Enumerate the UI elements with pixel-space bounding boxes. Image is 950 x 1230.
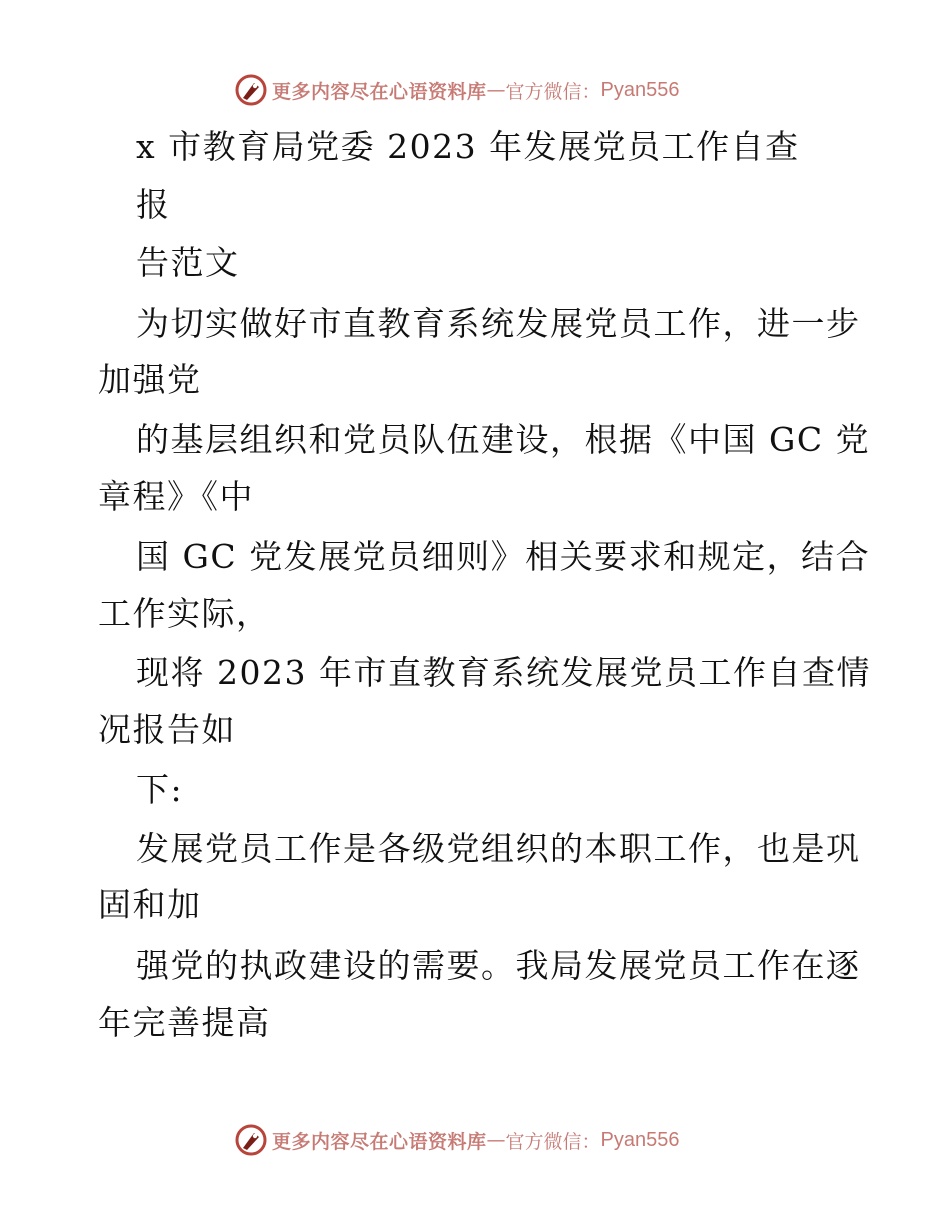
doc-text-line: 为切实做好市直教育系统发展党员工作，进一步 xyxy=(136,304,861,343)
doc-text-line: 下: xyxy=(136,770,184,809)
doc-text-line: 强党的执政建设的需要。我局发展党员工作在逐 xyxy=(136,946,861,985)
pen-nib-logo-icon xyxy=(234,73,268,107)
watermark-wechat-id: Pyan556 xyxy=(600,78,680,101)
watermark-wechat-id: Pyan556 xyxy=(600,1128,680,1151)
doc-title-line-1: x 市教育局党委 2023 年发展党员工作自查 xyxy=(136,127,800,166)
doc-text-line: 固和加 xyxy=(98,885,202,924)
doc-text-line: 工作实际， xyxy=(98,594,271,633)
watermark-wechat-label: 官方微信： xyxy=(505,80,601,103)
watermark-brand-text: 更多内容尽在心语资料库 xyxy=(272,80,487,103)
watermark-separator: — xyxy=(486,79,506,101)
watermark-wechat-label: 官方微信： xyxy=(505,1130,601,1153)
watermark-footer xyxy=(234,1122,680,1158)
watermark-header xyxy=(234,72,680,108)
doc-title-line-3: 告范文 xyxy=(136,243,240,282)
watermark-separator: — xyxy=(486,1129,506,1151)
watermark-brand-text: 更多内容尽在心语资料库 xyxy=(272,1130,487,1153)
doc-text-line: 发展党员工作是各级党组织的本职工作，也是巩 xyxy=(136,829,861,868)
doc-text-line: 国 GC 党发展党员细则》相关要求和规定，结合 xyxy=(136,537,871,576)
doc-text-line: 章程》《中 xyxy=(98,477,254,516)
doc-text-line: 现将 2023 年市直教育系统发展党员工作自查情 xyxy=(136,653,871,692)
doc-text-line: 加强党 xyxy=(98,360,202,399)
doc-title-line-2: 报 xyxy=(136,185,171,224)
doc-text-line: 况报告如 xyxy=(98,710,236,749)
doc-text-line: 年完善提高 xyxy=(98,1003,271,1042)
doc-text-line: 的基层组织和党员队伍建设，根据《中国 GC 党 xyxy=(136,420,871,459)
pen-nib-logo-icon xyxy=(234,1123,268,1157)
